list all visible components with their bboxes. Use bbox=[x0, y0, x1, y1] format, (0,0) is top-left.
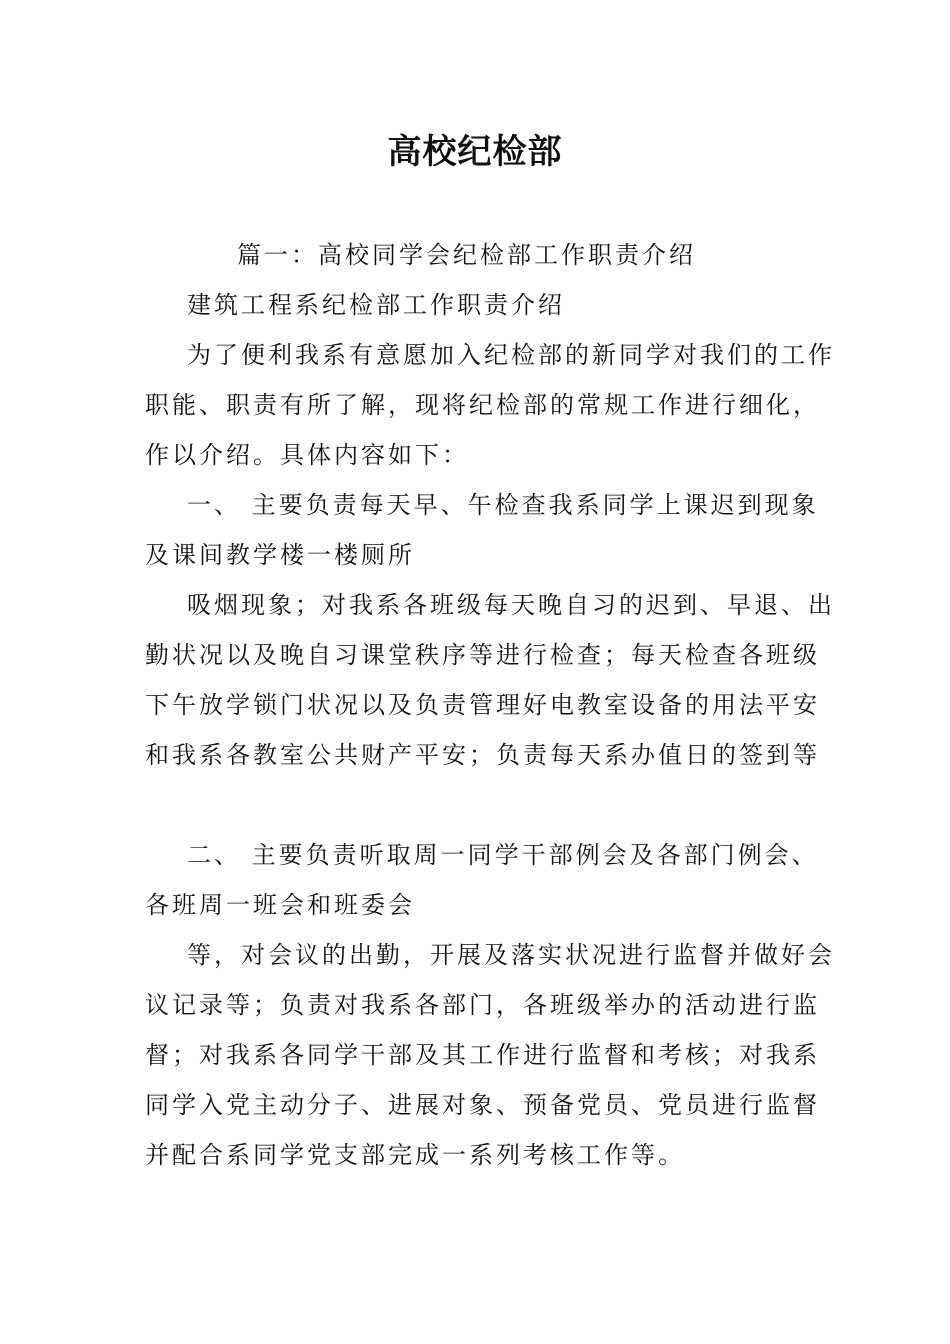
subheading: 建筑工程系纪检部工作职责介绍 bbox=[187, 291, 565, 319]
paragraph-line: 作以介绍。具体内容如下： bbox=[145, 441, 469, 469]
paragraph-line: 为了便利我系有意愿加入纪检部的新同学对我们的工作 bbox=[187, 341, 835, 369]
paragraph-line: 下午放学锁门状况以及负责管理好电教室设备的用法平安 bbox=[145, 691, 820, 719]
list-item-1-line: 及课间教学楼一楼厕所 bbox=[145, 541, 415, 569]
list-item-2-line: 二、 主要负责听取周一同学干部例会及各部门例会、 bbox=[187, 841, 819, 869]
document-body bbox=[145, 230, 835, 780]
paragraph-line: 议记录等；负责对我系各部门，各班级举办的活动进行监 bbox=[145, 991, 820, 1019]
paragraph-line: 职能、职责有所了解，现将纪检部的常规工作进行细化， bbox=[145, 391, 820, 419]
list-item-1-line: 一、 主要负责每天早、午检查我系同学上课迟到现象 bbox=[187, 491, 819, 519]
document-body-continued bbox=[145, 830, 835, 1180]
paragraph-line: 并配合系同学党支部完成一系列考核工作等。 bbox=[145, 1141, 685, 1169]
paragraph-line: 同学入党主动分子、进展对象、预备党员、党员进行监督 bbox=[145, 1091, 820, 1119]
paragraph-line: 和我系各教室公共财产平安；负责每天系办值日的签到等 bbox=[145, 741, 820, 769]
section-heading: 篇一：高校同学会纪检部工作职责介绍 bbox=[237, 241, 696, 269]
paragraph-line: 等，对会议的出勤，开展及落实状况进行监督并做好会 bbox=[187, 941, 835, 969]
paragraph-line: 吸烟现象；对我系各班级每天晚自习的迟到、早退、出 bbox=[187, 591, 835, 619]
paragraph-line: 勤状况以及晚自习课堂秩序等进行检查；每天检查各班级 bbox=[145, 641, 820, 669]
paragraph-line: 督；对我系各同学干部及其工作进行监督和考核；对我系 bbox=[145, 1041, 820, 1069]
document-title: 高校纪检部 bbox=[387, 132, 563, 172]
list-item-2-line: 各班周一班会和班委会 bbox=[145, 891, 415, 919]
